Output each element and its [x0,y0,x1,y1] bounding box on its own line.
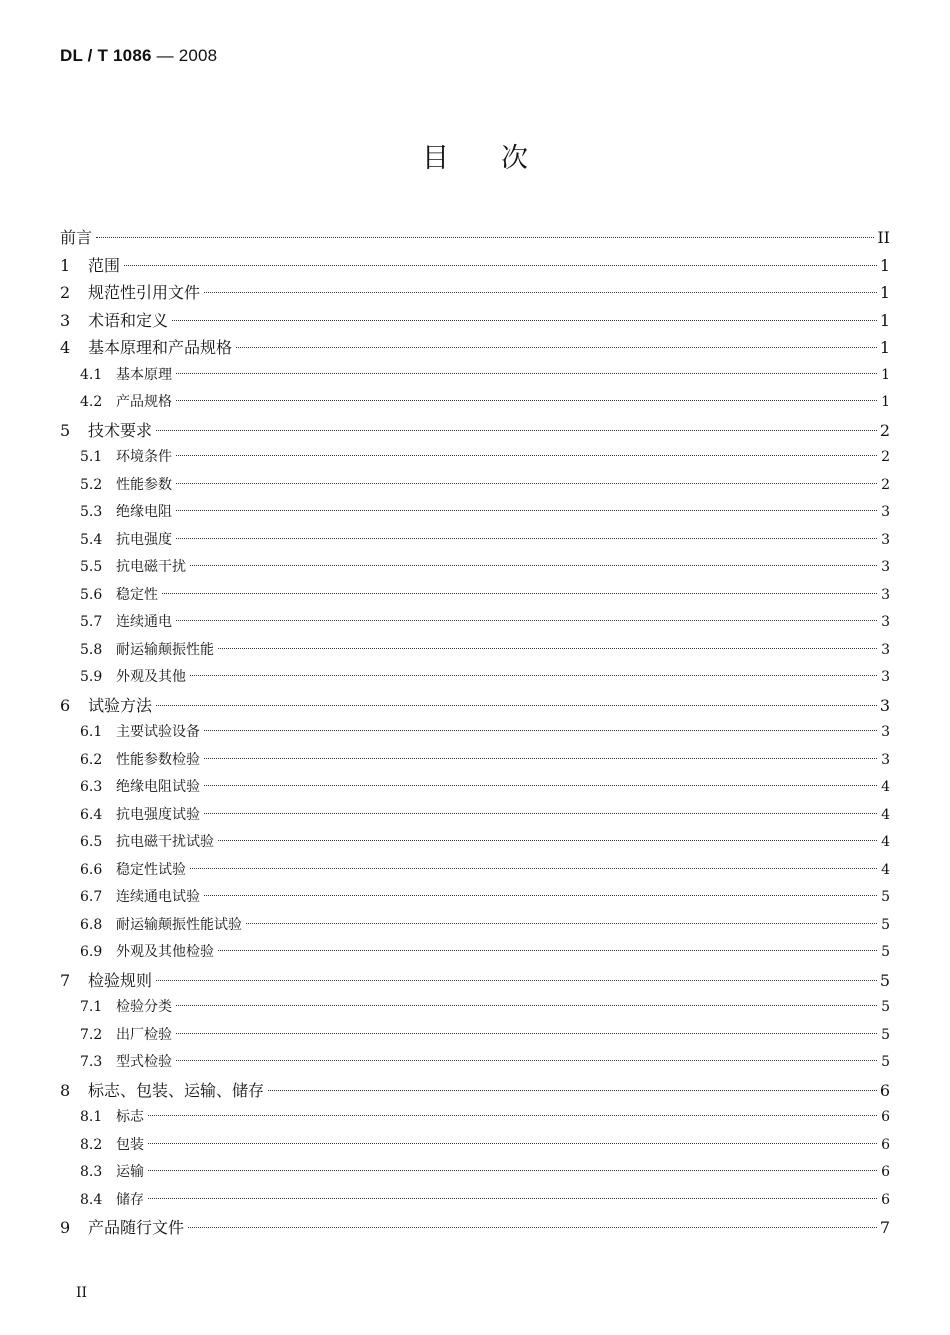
toc-entry[interactable] [60,279,890,307]
toc-leader-dots [218,648,877,649]
toc-entry-page: 4 [881,834,890,850]
toc-entry-number: 5.4 [80,531,103,548]
toc-entry[interactable] [60,994,890,1022]
toc-entry-number: 6 [60,695,71,715]
toc-entry-page: 3 [881,641,890,658]
toc-entry[interactable] [60,417,890,445]
toc-leader-dots [124,265,877,266]
document-header [60,46,217,66]
toc-entry[interactable] [60,939,890,967]
toc-entry-number: 8.4 [80,1191,103,1208]
toc-entry-title: 标志、包装、运输、储存 [88,1080,265,1100]
toc-entry-number: 5.5 [80,559,103,575]
toc-entry-number: 2 [60,283,71,302]
toc-entry-page: 4 [881,779,890,795]
toc-entry-number: 9 [60,1218,71,1237]
toc-entry-title: 耐运输颠振性能 [116,641,214,658]
toc-entry-title: 出厂检验 [116,1026,172,1043]
toc-entry-page: II [877,228,890,247]
toc-entry-number: 6.3 [80,779,103,795]
toc-entry[interactable] [60,884,890,912]
toc-entry-number: 3 [60,310,71,330]
toc-entry-title: 抗电磁干扰试验 [116,834,214,850]
toc-entry-title: 型式检验 [116,1054,172,1070]
footer-page-number: II [76,1285,88,1301]
toc-leader-dots [176,1033,877,1034]
toc-entry-page: 5 [881,889,890,905]
toc-leader-dots [156,430,877,431]
toc-entry-title: 产品随行文件 [88,1218,185,1237]
toc-entry[interactable] [60,664,890,692]
toc-entry-title: 绝缘电阻 [116,504,172,520]
toc-entry-page: 3 [881,531,890,548]
toc-entry-title: 绝缘电阻试验 [116,779,200,795]
toc-entry[interactable] [60,362,890,390]
toc-entry-page: 4 [881,861,890,878]
toc-entry[interactable] [60,472,890,500]
toc-leader-dots [176,483,877,484]
toc-entry[interactable] [60,912,890,940]
toc-entry-number: 7.1 [80,999,103,1015]
toc-entry-page: 3 [881,724,890,740]
toc-entry[interactable] [60,967,890,995]
toc-entry-title: 标志 [116,1109,144,1125]
toc-entry-number: 5.1 [80,449,103,465]
toc-entry-number: 8.1 [80,1109,103,1125]
toc-entry-title: 基本原理和产品规格 [88,338,233,357]
toc-entry-page: 5 [881,944,890,960]
toc-entry[interactable] [60,1132,890,1160]
toc-entry-number: 6.5 [80,834,103,850]
toc-entry-page: 3 [881,614,890,630]
toc-entry-page: 1 [881,366,890,383]
toc-entry[interactable] [60,637,890,665]
toc-entry-number: 5 [60,420,71,440]
toc-entry-page: 1 [881,394,890,410]
toc-entry[interactable] [60,719,890,747]
toc-entry[interactable] [60,527,890,555]
toc-entry-page: 1 [879,255,890,275]
toc-leader-dots [204,730,877,731]
toc-leader-dots [156,705,877,706]
toc-entry-page: 2 [881,449,890,465]
toc-leader-dots [236,347,877,348]
toc-entry-number: 6.9 [80,944,103,960]
toc-leader-dots [204,813,877,814]
toc-entry-number: 6.4 [80,806,103,823]
toc-entry-number: 7 [60,970,71,990]
toc-entry[interactable] [60,444,890,472]
toc-leader-dots [96,237,874,238]
toc-entry-page: 3 [881,586,890,603]
toc-leader-dots [172,320,877,321]
toc-entry[interactable] [60,1049,890,1077]
toc-entry-number: 6.1 [80,724,103,740]
toc-entry-number: 5.6 [80,586,103,603]
toc-entry-title: 检验规则 [88,970,153,990]
toc-leader-dots [176,373,877,374]
toc-entry-title: 连续通电 [116,614,172,630]
toc-entry-title: 抗电强度试验 [116,806,200,823]
toc-entry-number: 1 [60,255,71,275]
toc-entry-title: 检验分类 [116,999,172,1015]
toc-leader-dots [148,1115,877,1116]
toc-entry-number: 5.9 [80,669,103,685]
toc-entry-page: 5 [879,970,890,990]
toc-entry-page: 1 [879,338,890,357]
toc-leader-dots [204,895,877,896]
toc-entry-page: 6 [881,1164,890,1180]
toc-entry[interactable] [60,802,890,830]
toc-entry[interactable] [60,747,890,775]
toc-entry-title: 性能参数检验 [116,751,200,768]
toc-entry-title: 运输 [116,1164,144,1180]
toc-entry[interactable] [60,334,890,362]
toc-entry-title: 主要试验设备 [116,724,200,740]
toc-entry-number: 4.2 [80,394,103,410]
toc-entry-page: 5 [881,1026,890,1043]
toc-entry-number: 4.1 [80,366,103,383]
toc-entry[interactable] [60,829,890,857]
toc-entry[interactable] [60,1187,890,1215]
toc-entry[interactable] [60,1077,890,1105]
toc-leader-dots [176,455,877,456]
toc-entry[interactable] [60,307,890,335]
toc-entry-title: 产品规格 [116,394,172,410]
toc-entry-title: 性能参数 [116,476,172,493]
toc-leader-dots [176,400,877,401]
toc-entry-title: 外观及其他 [116,669,186,685]
toc-leader-dots [176,510,877,511]
toc-leader-dots [268,1090,877,1091]
toc-leader-dots [204,292,877,293]
toc-entry-title: 包装 [116,1136,144,1153]
toc-entry[interactable] [60,857,890,885]
toc-entry-page: 2 [881,476,890,493]
toc-entry-title: 耐运输颠振性能试验 [116,916,242,933]
toc-entry-number: 4 [60,338,71,357]
toc-entry-page: 5 [881,999,890,1015]
toc-entry[interactable] [60,389,890,417]
toc-leader-dots [156,980,877,981]
toc-entry-title: 稳定性 [116,586,158,603]
toc-leader-dots [148,1198,877,1199]
toc-entry-title: 储存 [116,1191,144,1208]
toc-entry-title: 连续通电试验 [116,889,200,905]
toc-entry-title: 抗电磁干扰 [116,559,186,575]
toc-entry-number: 8.2 [80,1136,103,1153]
toc-entry-title: 基本原理 [116,366,172,383]
toc-leader-dots [176,1060,877,1061]
toc-entry-page: 6 [881,1191,890,1208]
toc-leader-dots [176,1005,877,1006]
toc-entry-page: 3 [881,751,890,768]
toc-entry-page: 3 [881,504,890,520]
toc-entry-title: 前言 [60,228,93,247]
toc-entry[interactable] [60,582,890,610]
toc-entry[interactable] [60,499,890,527]
toc-entry-number: 6.8 [80,916,103,933]
toc-entry-title: 规范性引用文件 [88,283,201,302]
toc-entry-page: 2 [879,420,890,440]
toc-leader-dots [176,620,877,621]
toc-entry-number: 5.7 [80,614,103,630]
toc-leader-dots [188,1227,877,1228]
toc-entry[interactable] [60,1022,890,1050]
toc-entry-title: 范围 [88,255,121,275]
toc-entry-page: 6 [879,1080,890,1100]
toc-leader-dots [148,1143,877,1144]
standard-code: DL / T 1086 [60,46,152,65]
header-separator: — [151,46,179,65]
standard-year: 2008 [178,46,218,65]
toc-entry-number: 5.8 [80,641,103,658]
toc-entry-page: 6 [881,1136,890,1153]
toc-entry-page: 3 [881,669,890,685]
toc-entry[interactable] [60,1214,890,1242]
toc-entry-number: 8 [60,1080,71,1100]
toc-leader-dots [190,868,877,869]
toc-entry[interactable] [60,692,890,720]
toc-entry-number: 5.3 [80,504,103,520]
toc-entry-page: 7 [879,1218,890,1237]
toc-entry[interactable] [60,224,890,252]
toc-leader-dots [218,950,877,951]
toc-entry-number: 5.2 [80,476,103,493]
toc-leader-dots [190,565,877,566]
toc-entry-number: 6.2 [80,751,103,768]
toc-entry-title: 技术要求 [88,420,153,440]
toc-entry-title: 试验方法 [88,695,153,715]
toc-entry-page: 1 [879,310,890,330]
toc-entry-title: 术语和定义 [88,310,169,330]
toc-leader-dots [246,923,877,924]
toc-entry[interactable] [60,609,890,637]
toc-leader-dots [148,1170,877,1171]
toc-leader-dots [204,758,877,759]
toc-entry[interactable] [60,774,890,802]
toc-entry-title: 外观及其他检验 [116,944,214,960]
toc-entry[interactable] [60,1159,890,1187]
toc-leader-dots [204,785,877,786]
toc-entry-number: 7.2 [80,1026,103,1043]
toc-entry-title: 抗电强度 [116,531,172,548]
page-title: 目次 [422,143,580,174]
toc-entry-title: 环境条件 [116,449,172,465]
toc-entry-number: 7.3 [80,1054,103,1070]
toc-entry-page: 5 [881,1054,890,1070]
toc-entry-page: 1 [879,283,890,302]
toc-entry-page: 3 [881,559,890,575]
toc-entry-number: 6.6 [80,861,103,878]
toc-entry[interactable] [60,1104,890,1132]
toc-entry-number: 6.7 [80,889,103,905]
toc-leader-dots [218,840,877,841]
toc-entry-number: 8.3 [80,1164,103,1180]
toc-entry-title: 稳定性试验 [116,861,186,878]
toc-entry[interactable] [60,252,890,280]
toc-leader-dots [162,593,877,594]
toc-entry[interactable] [60,554,890,582]
toc-entry-page: 5 [881,916,890,933]
table-of-contents [60,224,890,1242]
toc-leader-dots [190,675,877,676]
toc-entry-page: 4 [881,806,890,823]
toc-leader-dots [176,538,877,539]
toc-entry-page: 6 [881,1109,890,1125]
toc-entry-page: 3 [879,695,890,715]
